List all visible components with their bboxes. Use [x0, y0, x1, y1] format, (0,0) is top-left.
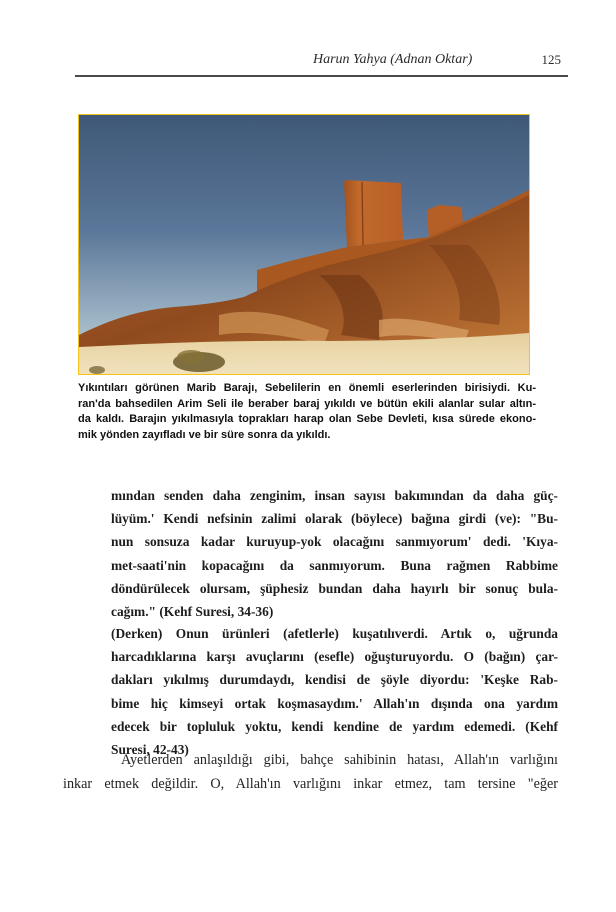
- header-rule: [75, 75, 568, 77]
- figure-caption: [78, 381, 536, 443]
- caption-line: da kaldı. Barajın yıkılmasıyla toprakları harap olan Sebe Devleti, kısa sürede ekono-: [78, 413, 536, 426]
- body-line: Ayetlerden anlaşıldığı gibi, bahçe sahibinin hatası, Allah'ın varlığını: [121, 752, 558, 768]
- quote-line: nun sonsuza kadar kuruyup-yok olacağını sanmıyorum' dedi. 'Kıya-: [111, 534, 558, 550]
- body-paragraph: [63, 749, 558, 796]
- quote-kehf-34-36: [111, 484, 558, 623]
- page-number: 125: [541, 52, 561, 67]
- marib-dam-photo: [79, 115, 529, 374]
- quote-line: edecek bir topluluk yoktu, kendi kendine de yardım edemedi. (Kehf: [111, 718, 558, 734]
- shrub: [177, 350, 205, 364]
- running-header: [75, 49, 568, 71]
- quote-line: döndürülecek olursam, şüphesiz bundan daha hayırlı bir sonuç bula-: [111, 580, 558, 596]
- main-tower: [344, 180, 403, 247]
- header-title: Harun Yahya (Adnan Oktar): [313, 52, 473, 67]
- quote-line: cağım." (Kehf Suresi, 34-36): [111, 603, 274, 619]
- quote-line: bime hiç kimseyi ortak koşmasaydım.' Allah'ın dışında ona yardım: [111, 695, 558, 711]
- shrub: [89, 366, 105, 374]
- quote-line: lüyüm.' Kendi nefsinin zalimi olarak (böylece) bağına girdi (ve): "Bu-: [111, 511, 558, 527]
- quote-line: dakları yıkılmış durumdaydı, kendisi de şöyle diyordu: 'Keşke Rab-: [111, 672, 558, 688]
- quote-line: (Derken) Onun ürünleri (afetlerle) kuşatılıverdi. Artık o, uğrunda: [111, 626, 558, 641]
- quote-line: met-saati'nin kopacağını da sanmıyorum. Buna rağmen Rabbime: [111, 557, 558, 573]
- caption-line: Yıkıntıları görünen Marib Barajı, Sebelilerin en önemli eserlerinden birisiydi. Ku-: [78, 382, 536, 394]
- quote-line: harcadıklarına karşı avuçlarını (esefle) oğuşturuyordu. O (bağın) çar-: [111, 649, 558, 665]
- quote-line: mından senden daha zenginim, insan sayısı bakımından da daha güç-: [111, 488, 558, 503]
- body-line: inkar etmek değildir. O, Allah'ın varlığını inkar etmez, tam tersine "eğer: [63, 775, 558, 792]
- caption-line: mik yönden zayıfladı ve bir süre sonra da yıkıldı.: [78, 428, 331, 441]
- quote-kehf-42-43: [111, 622, 558, 761]
- quote-line: Suresi, 42-43): [111, 741, 189, 757]
- caption-line: ran'da bahsedilen Arim Seli ile beraber baraj yıkıldı ve bütün ekili alanlar sular altın-: [78, 397, 536, 410]
- figure-marib-dam-photo: [78, 114, 530, 375]
